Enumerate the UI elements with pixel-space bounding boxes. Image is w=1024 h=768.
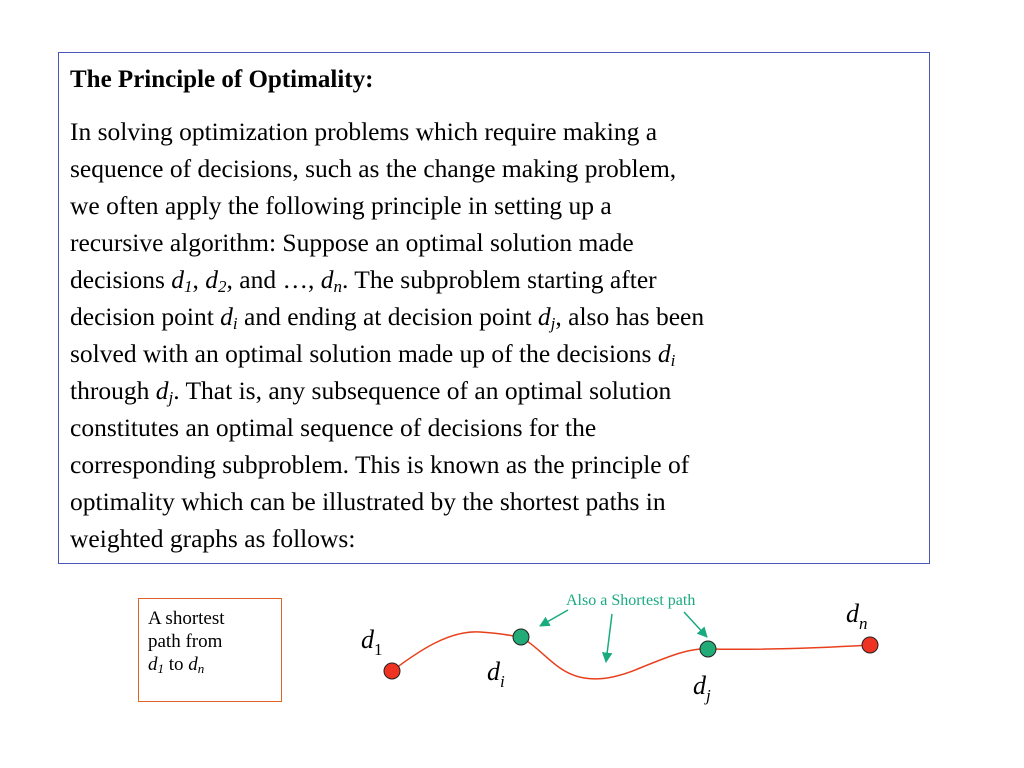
node-label-d1: $d_1$: [361, 625, 383, 659]
annotation-arrow: [606, 614, 612, 662]
annotation-label: Also a Shortest path: [566, 592, 696, 609]
symbol-d1: $d_1$: [171, 265, 193, 296]
symbol-dj: $d_j$: [537, 302, 556, 333]
symbol-di: $d_i$: [657, 339, 676, 370]
paragraph-line: corresponding subproblem. This is known as the principle of: [70, 450, 690, 479]
node-dj: [700, 641, 716, 657]
symbol-dn: $d_n$: [188, 654, 205, 676]
section-title: The Principle of Optimality:: [70, 66, 374, 93]
symbol-dn: $d_n$: [320, 265, 342, 296]
paragraph-line: sequence of decisions, such as the change making problem,: [70, 154, 677, 183]
symbol-d2: $d_2$: [205, 265, 227, 296]
node-d1: [384, 663, 400, 679]
caption-line: $d_1$ to $d_n$: [148, 654, 205, 676]
node-dn: [862, 637, 878, 653]
symbol-di: $d_i$: [220, 302, 238, 333]
node-label-dj: $d_j$: [693, 671, 711, 705]
paragraph-line: optimality which can be illustrated by the shortest paths in: [70, 487, 666, 516]
paragraph-line: decision point $d_i$ and ending at decision point $d_j$, also has been: [70, 302, 705, 333]
paragraph-line: weighted graphs as follows:: [70, 524, 356, 553]
symbol-dj: $d_j$: [155, 376, 174, 407]
caption-line: A shortest: [148, 608, 225, 629]
annotation-arrow: [684, 612, 707, 637]
node-label-di: $d_i$: [487, 657, 505, 691]
paragraph-line: we often apply the following principle in setting up a: [70, 191, 612, 220]
paragraph-line: In solving optimization problems which require making a: [70, 117, 658, 146]
paragraph-line: decisions $d_1$, $d_2$, and …, $d_n$. The subproblem starting after: [70, 265, 657, 296]
paragraph-line: constitutes an optimal sequence of decisions for the: [70, 413, 597, 442]
paragraph-line: through $d_j$. That is, any subsequence of an optimal solution: [70, 376, 672, 407]
caption-line: path from: [148, 631, 223, 652]
paragraph-line: recursive algorithm: Suppose an optimal solution made: [70, 228, 634, 257]
paragraph-line: solved with an optimal solution made up of the decisions $d_i$: [70, 339, 676, 370]
annotation-arrow: [540, 610, 568, 626]
node-label-dn: $d_n$: [846, 599, 868, 633]
node-di: [513, 629, 529, 645]
shortest-path-curve: [392, 632, 870, 679]
symbol-d1: $d_1$: [148, 654, 164, 676]
